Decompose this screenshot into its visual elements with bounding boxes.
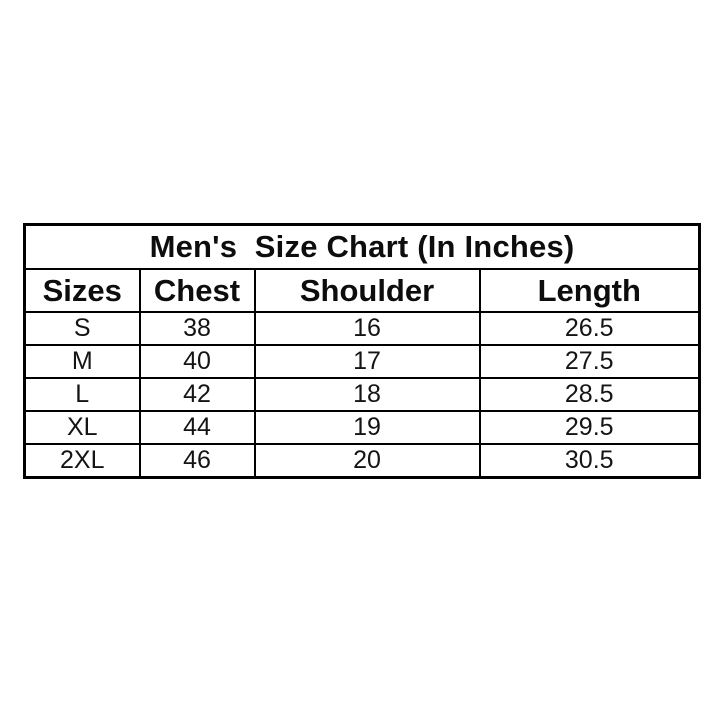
cell-chest: 44 [140,411,255,444]
size-chart-table [23,223,701,479]
cell-chest: 46 [140,444,255,478]
table-row-m [25,345,700,378]
title-row [25,225,700,270]
cell-size: M [25,345,140,378]
cell-length: 27.5 [480,345,700,378]
cell-shoulder: 20 [255,444,480,478]
cell-length: 28.5 [480,378,700,411]
cell-chest: 38 [140,312,255,345]
column-header-chest: Chest [140,269,255,312]
column-header-sizes: Sizes [25,269,140,312]
header-row [25,269,700,312]
cell-size: 2XL [25,444,140,478]
cell-size: S [25,312,140,345]
cell-size: XL [25,411,140,444]
column-header-shoulder: Shoulder [255,269,480,312]
cell-size: L [25,378,140,411]
cell-length: 30.5 [480,444,700,478]
cell-shoulder: 18 [255,378,480,411]
cell-shoulder: 19 [255,411,480,444]
cell-length: 26.5 [480,312,700,345]
cell-shoulder: 17 [255,345,480,378]
table-row-s [25,312,700,345]
chart-title: Men's Size Chart (In Inches) [25,225,700,270]
cell-chest: 40 [140,345,255,378]
table-row-xl [25,411,700,444]
cell-length: 29.5 [480,411,700,444]
table-row-2xl [25,444,700,478]
cell-shoulder: 16 [255,312,480,345]
column-header-length: Length [480,269,700,312]
cell-chest: 42 [140,378,255,411]
table-row-l [25,378,700,411]
